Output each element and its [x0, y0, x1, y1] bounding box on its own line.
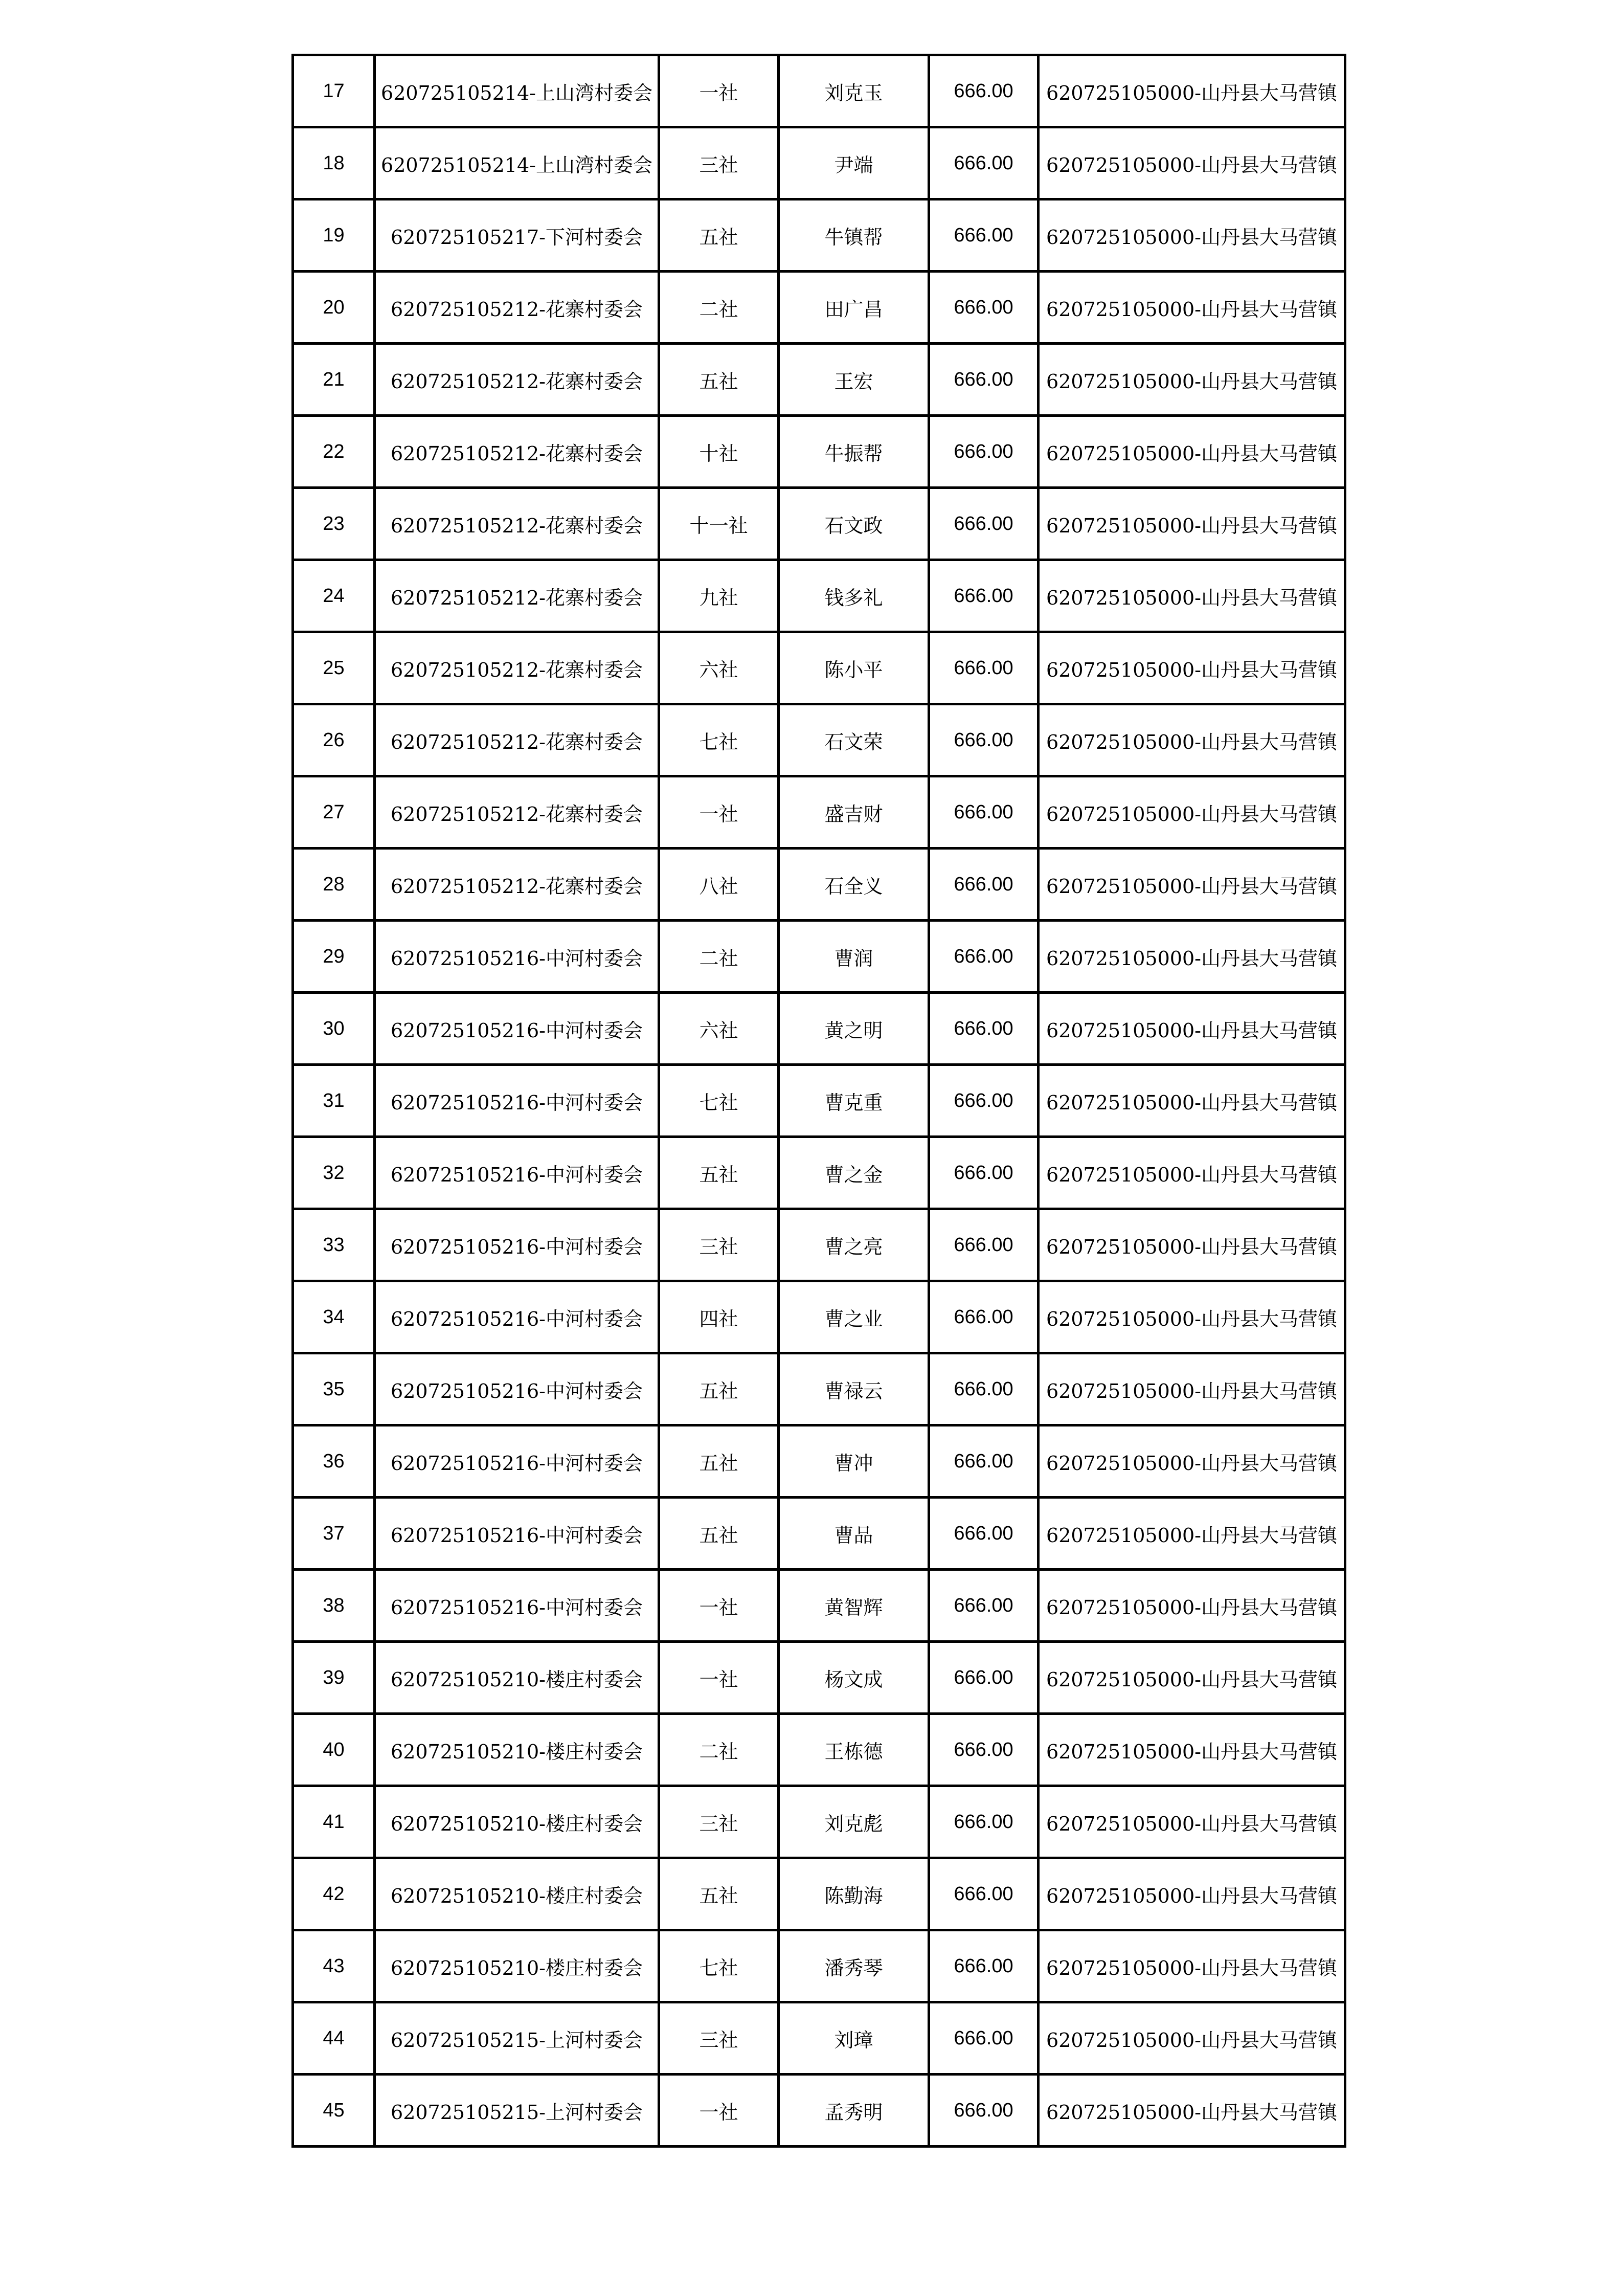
amount-cell: 666.00: [929, 416, 1039, 488]
person-name-cell: 孟秀明: [779, 2075, 929, 2147]
township-cell: 620725105000-山丹县大马营镇: [1039, 1209, 1345, 1281]
village-group-cell: 一社: [659, 2075, 779, 2147]
table-row: [293, 632, 1345, 704]
amount-cell: 666.00: [929, 272, 1039, 344]
village-group-cell: 七社: [659, 1065, 779, 1137]
village-committee-cell: 620725105216-中河村委会: [375, 1209, 659, 1281]
table-row: [293, 55, 1345, 127]
row-number-cell: 40: [293, 1714, 375, 1786]
village-group-cell: 十一社: [659, 488, 779, 560]
person-name-cell: 刘璋: [779, 2002, 929, 2075]
village-group-cell: 八社: [659, 849, 779, 921]
amount-cell: 666.00: [929, 1065, 1039, 1137]
township-cell: 620725105000-山丹县大马营镇: [1039, 632, 1345, 704]
amount-cell: 666.00: [929, 1642, 1039, 1714]
table-row: [293, 1137, 1345, 1209]
village-committee-cell: 620725105212-花寨村委会: [375, 272, 659, 344]
person-name-cell: 刘克彪: [779, 1786, 929, 1858]
person-name-cell: 曹之业: [779, 1281, 929, 1353]
table-row: [293, 560, 1345, 632]
table-row: [293, 127, 1345, 199]
person-name-cell: 潘秀琴: [779, 1930, 929, 2002]
village-group-cell: 一社: [659, 1642, 779, 1714]
person-name-cell: 石全义: [779, 849, 929, 921]
village-group-cell: 三社: [659, 1786, 779, 1858]
table-row: [293, 1353, 1345, 1425]
village-committee-cell: 620725105212-花寨村委会: [375, 560, 659, 632]
village-committee-cell: 620725105212-花寨村委会: [375, 632, 659, 704]
person-name-cell: 曹润: [779, 921, 929, 993]
row-number-cell: 27: [293, 776, 375, 849]
village-group-cell: 五社: [659, 1425, 779, 1498]
village-group-cell: 六社: [659, 632, 779, 704]
village-committee-cell: 620725105212-花寨村委会: [375, 704, 659, 776]
amount-cell: 666.00: [929, 199, 1039, 272]
person-name-cell: 曹之金: [779, 1137, 929, 1209]
amount-cell: 666.00: [929, 1786, 1039, 1858]
person-name-cell: 曹之亮: [779, 1209, 929, 1281]
person-name-cell: 牛振帮: [779, 416, 929, 488]
table-row: [293, 776, 1345, 849]
person-name-cell: 盛吉财: [779, 776, 929, 849]
row-number-cell: 35: [293, 1353, 375, 1425]
village-group-cell: 五社: [659, 1498, 779, 1570]
person-name-cell: 王栋德: [779, 1714, 929, 1786]
amount-cell: 666.00: [929, 921, 1039, 993]
township-cell: 620725105000-山丹县大马营镇: [1039, 849, 1345, 921]
table-row: [293, 921, 1345, 993]
village-committee-cell: 620725105212-花寨村委会: [375, 849, 659, 921]
township-cell: 620725105000-山丹县大马营镇: [1039, 993, 1345, 1065]
village-group-cell: 二社: [659, 921, 779, 993]
township-cell: 620725105000-山丹县大马营镇: [1039, 55, 1345, 127]
amount-cell: 666.00: [929, 632, 1039, 704]
row-number-cell: 25: [293, 632, 375, 704]
village-committee-cell: 620725105216-中河村委会: [375, 1425, 659, 1498]
village-committee-cell: 620725105216-中河村委会: [375, 1281, 659, 1353]
village-committee-cell: 620725105210-楼庄村委会: [375, 1858, 659, 1930]
row-number-cell: 31: [293, 1065, 375, 1137]
table-row: [293, 1281, 1345, 1353]
amount-cell: 666.00: [929, 849, 1039, 921]
person-name-cell: 石文荣: [779, 704, 929, 776]
township-cell: 620725105000-山丹县大马营镇: [1039, 1065, 1345, 1137]
village-committee-cell: 620725105217-下河村委会: [375, 199, 659, 272]
person-name-cell: 王宏: [779, 344, 929, 416]
amount-cell: 666.00: [929, 560, 1039, 632]
row-number-cell: 44: [293, 2002, 375, 2075]
row-number-cell: 36: [293, 1425, 375, 1498]
amount-cell: 666.00: [929, 2002, 1039, 2075]
village-group-cell: 三社: [659, 127, 779, 199]
table-row: [293, 2002, 1345, 2075]
village-group-cell: 二社: [659, 1714, 779, 1786]
village-committee-cell: 620725105210-楼庄村委会: [375, 1714, 659, 1786]
amount-cell: 666.00: [929, 1137, 1039, 1209]
row-number-cell: 17: [293, 55, 375, 127]
person-name-cell: 杨文成: [779, 1642, 929, 1714]
township-cell: 620725105000-山丹县大马营镇: [1039, 127, 1345, 199]
person-name-cell: 曹禄云: [779, 1353, 929, 1425]
village-committee-cell: 620725105210-楼庄村委会: [375, 1786, 659, 1858]
amount-cell: 666.00: [929, 1930, 1039, 2002]
person-name-cell: 钱多礼: [779, 560, 929, 632]
village-committee-cell: 620725105210-楼庄村委会: [375, 1642, 659, 1714]
person-name-cell: 尹端: [779, 127, 929, 199]
person-name-cell: 黄之明: [779, 993, 929, 1065]
row-number-cell: 26: [293, 704, 375, 776]
township-cell: 620725105000-山丹县大马营镇: [1039, 1353, 1345, 1425]
table-row: [293, 849, 1345, 921]
table-row: [293, 488, 1345, 560]
row-number-cell: 33: [293, 1209, 375, 1281]
row-number-cell: 42: [293, 1858, 375, 1930]
township-cell: 620725105000-山丹县大马营镇: [1039, 1786, 1345, 1858]
amount-cell: 666.00: [929, 1353, 1039, 1425]
township-cell: 620725105000-山丹县大马营镇: [1039, 199, 1345, 272]
township-cell: 620725105000-山丹县大马营镇: [1039, 1930, 1345, 2002]
amount-cell: 666.00: [929, 776, 1039, 849]
table-row: [293, 272, 1345, 344]
township-cell: 620725105000-山丹县大马营镇: [1039, 1858, 1345, 1930]
row-number-cell: 19: [293, 199, 375, 272]
township-cell: 620725105000-山丹县大马营镇: [1039, 2075, 1345, 2147]
amount-cell: 666.00: [929, 1570, 1039, 1642]
township-cell: 620725105000-山丹县大马营镇: [1039, 1714, 1345, 1786]
township-cell: 620725105000-山丹县大马营镇: [1039, 272, 1345, 344]
row-number-cell: 24: [293, 560, 375, 632]
row-number-cell: 21: [293, 344, 375, 416]
amount-cell: 666.00: [929, 704, 1039, 776]
township-cell: 620725105000-山丹县大马营镇: [1039, 2002, 1345, 2075]
row-number-cell: 29: [293, 921, 375, 993]
amount-cell: 666.00: [929, 344, 1039, 416]
village-committee-cell: 620725105212-花寨村委会: [375, 416, 659, 488]
amount-cell: 666.00: [929, 1714, 1039, 1786]
person-name-cell: 牛镇帮: [779, 199, 929, 272]
township-cell: 620725105000-山丹县大马营镇: [1039, 416, 1345, 488]
row-number-cell: 39: [293, 1642, 375, 1714]
person-name-cell: 曹冲: [779, 1425, 929, 1498]
amount-cell: 666.00: [929, 993, 1039, 1065]
village-committee-cell: 620725105210-楼庄村委会: [375, 1930, 659, 2002]
amount-cell: 666.00: [929, 1281, 1039, 1353]
village-committee-cell: 620725105214-上山湾村委会: [375, 55, 659, 127]
table-row: [293, 344, 1345, 416]
person-name-cell: 田广昌: [779, 272, 929, 344]
township-cell: 620725105000-山丹县大马营镇: [1039, 921, 1345, 993]
amount-cell: 666.00: [929, 127, 1039, 199]
village-committee-cell: 620725105214-上山湾村委会: [375, 127, 659, 199]
village-group-cell: 五社: [659, 199, 779, 272]
village-group-cell: 七社: [659, 1930, 779, 2002]
village-group-cell: 二社: [659, 272, 779, 344]
table-row: [293, 199, 1345, 272]
township-cell: 620725105000-山丹县大马营镇: [1039, 1570, 1345, 1642]
township-cell: 620725105000-山丹县大马营镇: [1039, 344, 1345, 416]
village-committee-cell: 620725105216-中河村委会: [375, 921, 659, 993]
row-number-cell: 28: [293, 849, 375, 921]
table-row: [293, 1065, 1345, 1137]
village-committee-cell: 620725105216-中河村委会: [375, 1353, 659, 1425]
table-row: [293, 1425, 1345, 1498]
person-name-cell: 陈勤海: [779, 1858, 929, 1930]
village-committee-cell: 620725105215-上河村委会: [375, 2075, 659, 2147]
township-cell: 620725105000-山丹县大马营镇: [1039, 560, 1345, 632]
table-row: [293, 1642, 1345, 1714]
village-group-cell: 五社: [659, 1858, 779, 1930]
table-row: [293, 1570, 1345, 1642]
village-committee-cell: 620725105216-中河村委会: [375, 1137, 659, 1209]
table-row: [293, 993, 1345, 1065]
row-number-cell: 18: [293, 127, 375, 199]
village-committee-cell: 620725105216-中河村委会: [375, 1498, 659, 1570]
amount-cell: 666.00: [929, 1425, 1039, 1498]
person-name-cell: 曹品: [779, 1498, 929, 1570]
village-group-cell: 三社: [659, 2002, 779, 2075]
village-group-cell: 九社: [659, 560, 779, 632]
row-number-cell: 34: [293, 1281, 375, 1353]
person-name-cell: 刘克玉: [779, 55, 929, 127]
village-committee-cell: 620725105212-花寨村委会: [375, 344, 659, 416]
row-number-cell: 41: [293, 1786, 375, 1858]
village-group-cell: 五社: [659, 344, 779, 416]
village-committee-cell: 620725105215-上河村委会: [375, 2002, 659, 2075]
village-group-cell: 一社: [659, 776, 779, 849]
village-committee-cell: 620725105216-中河村委会: [375, 993, 659, 1065]
amount-cell: 666.00: [929, 1209, 1039, 1281]
village-group-cell: 五社: [659, 1353, 779, 1425]
row-number-cell: 45: [293, 2075, 375, 2147]
amount-cell: 666.00: [929, 2075, 1039, 2147]
village-group-cell: 七社: [659, 704, 779, 776]
amount-cell: 666.00: [929, 1498, 1039, 1570]
person-name-cell: 黄智辉: [779, 1570, 929, 1642]
village-group-cell: 三社: [659, 1209, 779, 1281]
township-cell: 620725105000-山丹县大马营镇: [1039, 1425, 1345, 1498]
village-committee-cell: 620725105212-花寨村委会: [375, 776, 659, 849]
village-committee-cell: 620725105216-中河村委会: [375, 1065, 659, 1137]
village-group-cell: 六社: [659, 993, 779, 1065]
township-cell: 620725105000-山丹县大马营镇: [1039, 488, 1345, 560]
person-name-cell: 陈小平: [779, 632, 929, 704]
table-body: [293, 55, 1345, 2147]
table-row: [293, 1209, 1345, 1281]
table-row: [293, 1786, 1345, 1858]
village-group-cell: 四社: [659, 1281, 779, 1353]
row-number-cell: 32: [293, 1137, 375, 1209]
amount-cell: 666.00: [929, 1858, 1039, 1930]
row-number-cell: 43: [293, 1930, 375, 2002]
table-row: [293, 1858, 1345, 1930]
township-cell: 620725105000-山丹县大马营镇: [1039, 1137, 1345, 1209]
table-row: [293, 1498, 1345, 1570]
subsidy-table: [291, 54, 1346, 2148]
township-cell: 620725105000-山丹县大马营镇: [1039, 776, 1345, 849]
row-number-cell: 30: [293, 993, 375, 1065]
village-group-cell: 一社: [659, 1570, 779, 1642]
village-committee-cell: 620725105212-花寨村委会: [375, 488, 659, 560]
person-name-cell: 曹克重: [779, 1065, 929, 1137]
row-number-cell: 23: [293, 488, 375, 560]
township-cell: 620725105000-山丹县大马营镇: [1039, 704, 1345, 776]
amount-cell: 666.00: [929, 55, 1039, 127]
row-number-cell: 22: [293, 416, 375, 488]
township-cell: 620725105000-山丹县大马营镇: [1039, 1498, 1345, 1570]
row-number-cell: 20: [293, 272, 375, 344]
village-group-cell: 五社: [659, 1137, 779, 1209]
table-row: [293, 416, 1345, 488]
amount-cell: 666.00: [929, 488, 1039, 560]
village-group-cell: 十社: [659, 416, 779, 488]
village-group-cell: 一社: [659, 55, 779, 127]
person-name-cell: 石文政: [779, 488, 929, 560]
table-row: [293, 2075, 1345, 2147]
township-cell: 620725105000-山丹县大马营镇: [1039, 1642, 1345, 1714]
table-row: [293, 704, 1345, 776]
table-row: [293, 1930, 1345, 2002]
row-number-cell: 37: [293, 1498, 375, 1570]
village-committee-cell: 620725105216-中河村委会: [375, 1570, 659, 1642]
row-number-cell: 38: [293, 1570, 375, 1642]
table-row: [293, 1714, 1345, 1786]
township-cell: 620725105000-山丹县大马营镇: [1039, 1281, 1345, 1353]
